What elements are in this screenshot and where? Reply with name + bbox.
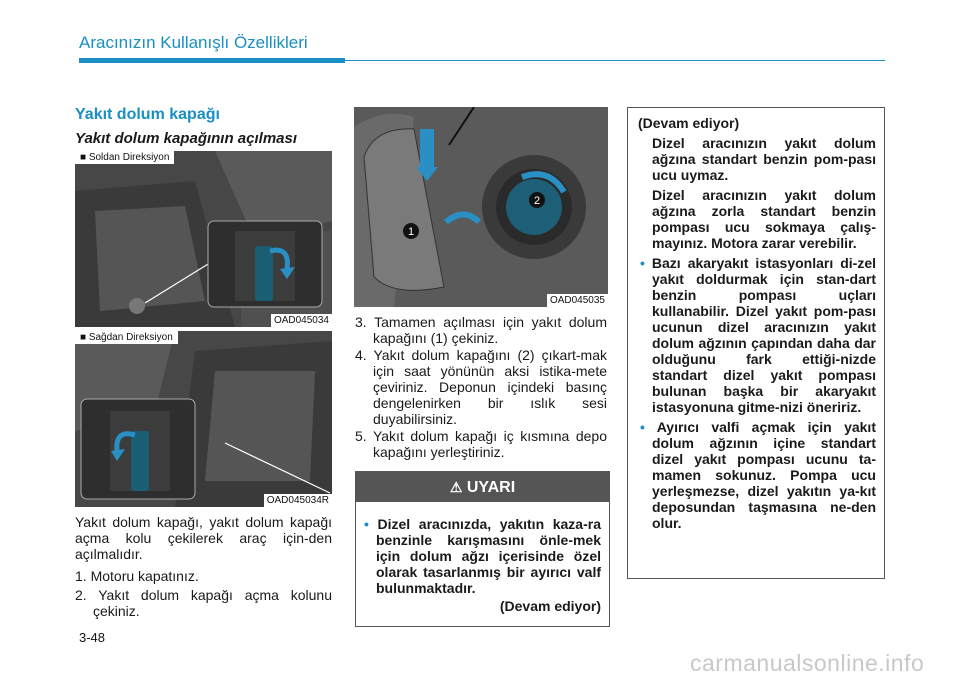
step-item: 4. Yakıt dolum kapağını (2) çıkart-mak için saat yönünün aksi istika-mete çeviriniz. Deponun içindeki basınç dengelenirken bir ıslık sesi duyabilirsiniz. [355, 347, 607, 427]
warning-box [355, 471, 610, 627]
page-number: 3-48 [79, 630, 106, 645]
right-continued-box [627, 107, 885, 579]
figure-code-lhd: OAD045034 [271, 314, 332, 327]
intro-paragraph: Yakıt dolum kapağı, yakıt dolum kapağı açma kolu çekilerek araç için-den açılmalıdır. [75, 514, 332, 562]
header-rule [345, 60, 885, 61]
bullet-icon: • [640, 419, 657, 435]
figure-code-fuel-cap: OAD045035 [547, 294, 608, 307]
callout-1: 1 [407, 226, 415, 238]
continued-header: (Devam ediyor) [638, 115, 740, 131]
right-bullet-2-text: Ayırıcı valfi açmak için yakıt dolum ağzının içine standart dizel yakıt pompası ucunu ta-mamen sokunuz. Pompa ucu yerleşmezse, dizel yakıtın ya-kıt deposundan taşmasına ne-den olur. [652, 419, 876, 531]
bullet-icon: • [364, 516, 378, 532]
section-title: Yakıt dolum kapağı [75, 106, 220, 123]
figure-code-rhd: OAD045034R [264, 494, 332, 507]
right-para-2: Dizel aracınızın yakıt dolum ağzına zorla standart benzin pompası ucu sokmaya çalış-mayınız. Motora zarar verebilir. [652, 187, 876, 251]
figure-fuel-cap [354, 107, 608, 307]
right-bullet-2 [638, 419, 876, 531]
warning-bullet-text: Dizel aracınızda, yakıtın kaza-ra benzinle karışmasını önle-mek için dolum ağzı içerisinde özel olarak tasarlanmış bir ayırıcı valf bulunmaktadır. [376, 516, 601, 596]
steps-middle-list [355, 314, 607, 460]
chapter-title: Aracınızın Kullanışlı Özellikleri [79, 33, 308, 52]
warning-continued: (Devam ediyor) [499, 598, 601, 614]
header-accent-bar [79, 58, 345, 63]
warning-triangle-icon: ⚠ [449, 479, 463, 495]
step-item: 3. Tamamen açılması için yakıt dolum kapağını (1) çekiniz. [355, 314, 607, 346]
lever-illustration [75, 151, 332, 327]
watermark: carmanualsonline.info [690, 650, 925, 676]
warning-bullet [364, 516, 601, 596]
subsection-title: Yakıt dolum kapağının açılması [75, 130, 298, 147]
callout-2: 2 [533, 195, 541, 207]
step-item: 1. Motoru kapatınız. [75, 568, 199, 584]
steps-left-list [75, 568, 332, 619]
warning-title: UYARI [466, 479, 516, 496]
warning-header [356, 472, 609, 502]
right-bullet-1 [638, 255, 876, 415]
right-bullet-1-text: Bazı akaryakıt istasyonları di-zel yakıt doldurmak için stan-dart benzin pompası uçları kullanabilir. Dizel yakıt pom-pası ucunun dizel aracınızın yakıt dolum ağzının çapından daha dar olduğunu fark ettiği-nizde standart dizel yakıt pompası bulunan başka bir akaryakıt istasyonuna gitme-nizi öneririz. [651, 255, 876, 415]
lever-illustration-rhd [75, 331, 332, 507]
right-para-1: Dizel aracınızın yakıt dolum ağzına standart benzin pom-pası ucu uymaz. [652, 135, 876, 183]
figure-right-hand-drive [75, 331, 332, 507]
bullet-icon: • [640, 255, 652, 271]
fuel-cap-illustration [354, 107, 608, 307]
step-item: 2. Yakıt dolum kapağı açma kolunu çekiniz. [75, 587, 332, 619]
figure-left-hand-drive [75, 151, 332, 327]
figure-label-rhd: ■ Sağdan Direksiyon [75, 331, 178, 344]
step-item: 5. Yakıt dolum kapağı iç kısmına depo kapağını yerleştiriniz. [355, 428, 607, 460]
figure-label-lhd: ■ Soldan Direksiyon [75, 151, 174, 164]
